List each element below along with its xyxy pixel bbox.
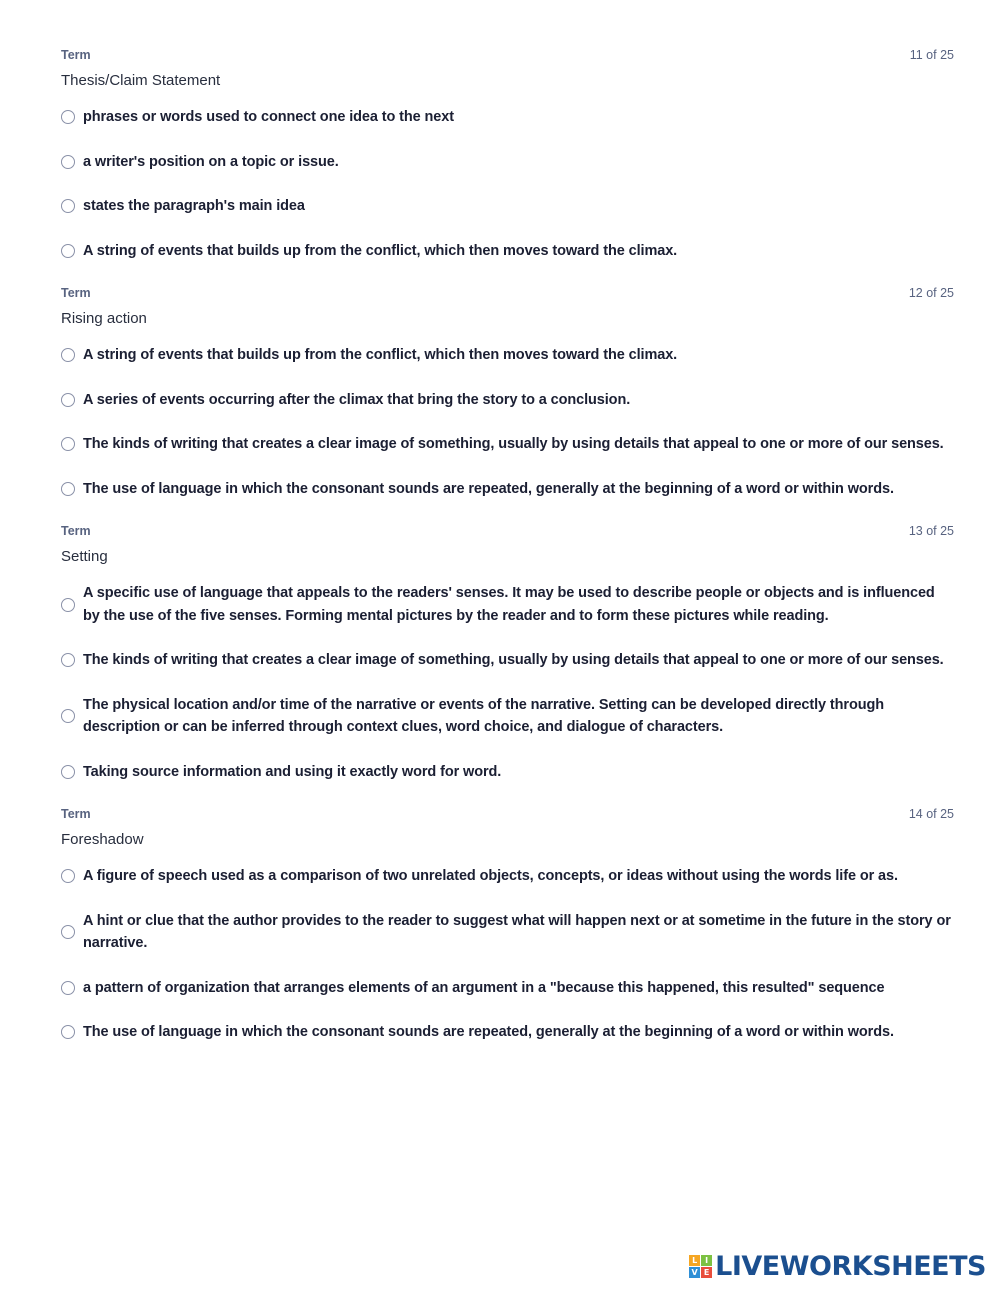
term-text: Thesis/Claim Statement [61, 72, 221, 89]
radio-button-icon[interactable] [61, 709, 75, 723]
radio-button-icon[interactable] [61, 244, 75, 258]
answer-option[interactable] [61, 761, 954, 784]
answer-option-text: The use of language in which the consonant sounds are repeated, generally at the beginning of a word or within words. [83, 1024, 894, 1040]
answer-option[interactable] [61, 344, 954, 367]
quiz [61, 46, 954, 1066]
liveworksheets-logo-icon [689, 1255, 712, 1278]
radio-button-icon[interactable] [61, 110, 75, 124]
question-14 [61, 805, 954, 1044]
question-count: 13 of 25 [908, 524, 954, 538]
answer-option[interactable] [61, 195, 954, 218]
radio-button-icon[interactable] [61, 869, 75, 883]
radio-button-icon[interactable] [61, 482, 75, 496]
answer-option-text: A series of events occurring after the climax that bring the story to a conclusion. [83, 391, 631, 408]
answer-option[interactable] [61, 694, 954, 739]
question-count: 12 of 25 [908, 286, 954, 300]
answer-options [61, 344, 954, 500]
question-header [61, 805, 954, 823]
question-count: 14 of 25 [908, 807, 954, 821]
answer-option[interactable] [61, 389, 954, 412]
answer-option-text: phrases or words used to connect one idea to the next [83, 109, 454, 125]
term-text: Foreshadow [61, 831, 144, 848]
answer-option[interactable] [61, 865, 954, 888]
question-11 [61, 46, 954, 262]
question-12 [61, 284, 954, 500]
answer-options [61, 106, 954, 262]
answer-option-text: a pattern of organization that arranges elements of an argument in a "because this happened, this resulted" sequence [83, 979, 885, 996]
answer-option-text: The use of language in which the consonant sounds are repeated, generally at the beginning of a word or within words. [83, 480, 894, 497]
answer-options [61, 865, 954, 1044]
radio-button-icon[interactable] [61, 199, 75, 213]
term-label: Term [61, 524, 91, 538]
answer-option[interactable] [61, 1021, 954, 1044]
answer-option[interactable] [61, 977, 954, 1000]
answer-option-text: Taking source information and using it exactly word for word. [83, 763, 502, 780]
answer-option[interactable] [61, 649, 954, 672]
logo-mark-letter: L [689, 1255, 700, 1266]
radio-button-icon[interactable] [61, 1025, 75, 1039]
term-label: Term [61, 286, 91, 300]
term-label: Term [61, 48, 91, 62]
question-header [61, 46, 954, 64]
liveworksheets-logo [689, 1251, 986, 1282]
question-header [61, 284, 954, 302]
logo-mark-letter: I [701, 1255, 712, 1266]
radio-button-icon[interactable] [61, 155, 75, 169]
logo-wordmark: LIVEWORKSHEETS [715, 1251, 986, 1282]
radio-button-icon[interactable] [61, 437, 75, 451]
answer-option[interactable] [61, 910, 954, 955]
answer-option-text: The kinds of writing that creates a clear image of something, usually by using details that appeal to one or more of our senses. [83, 652, 944, 668]
radio-button-icon[interactable] [61, 981, 75, 995]
answer-option-text: a writer's position on a topic or issue. [83, 153, 339, 170]
answer-option[interactable] [61, 582, 954, 627]
answer-option[interactable] [61, 433, 954, 456]
radio-button-icon[interactable] [61, 653, 75, 667]
answer-option[interactable] [61, 151, 954, 174]
logo-mark-letter: E [701, 1267, 712, 1278]
term-text: Rising action [61, 310, 147, 327]
answer-options [61, 582, 954, 783]
answer-option-text: The kinds of writing that creates a clear image of something, usually by using details that appeal to one or more of our senses. [83, 436, 944, 452]
radio-button-icon[interactable] [61, 393, 75, 407]
answer-option[interactable] [61, 478, 954, 501]
answer-option[interactable] [61, 240, 954, 263]
radio-button-icon[interactable] [61, 765, 75, 779]
term-text: Setting [61, 548, 108, 565]
answer-option-text: The physical location and/or time of the narrative or events of the narrative. Setting can be developed directly through description or can be inferred through context clues, word choice, and dialogue of characters. [83, 696, 884, 735]
answer-option[interactable] [61, 106, 954, 129]
answer-option-text: A hint or clue that the author provides to the reader to suggest what will happen next or at sometime in the future in the story or narrative. [83, 912, 951, 951]
radio-button-icon[interactable] [61, 925, 75, 939]
answer-option-text: A string of events that builds up from the conflict, which then moves toward the climax. [83, 347, 678, 363]
question-header [61, 522, 954, 540]
term-label: Term [61, 807, 91, 821]
logo-mark-letter: V [689, 1267, 700, 1278]
answer-option-text: A specific use of language that appeals to the readers' senses. It may be used to describe people or objects and is influenced by the use of the five senses. Forming mental pictures by the reader and to form these pictures while reading. [83, 585, 935, 624]
question-count: 11 of 25 [909, 48, 954, 62]
radio-button-icon[interactable] [61, 348, 75, 362]
answer-option-text: states the paragraph's main idea [83, 198, 305, 214]
answer-option-text: A string of events that builds up from the conflict, which then moves toward the climax. [83, 242, 678, 259]
radio-button-icon[interactable] [61, 598, 75, 612]
answer-option-text: A figure of speech used as a comparison of two unrelated objects, concepts, or ideas without using the words life or as. [83, 868, 898, 884]
question-13 [61, 522, 954, 783]
